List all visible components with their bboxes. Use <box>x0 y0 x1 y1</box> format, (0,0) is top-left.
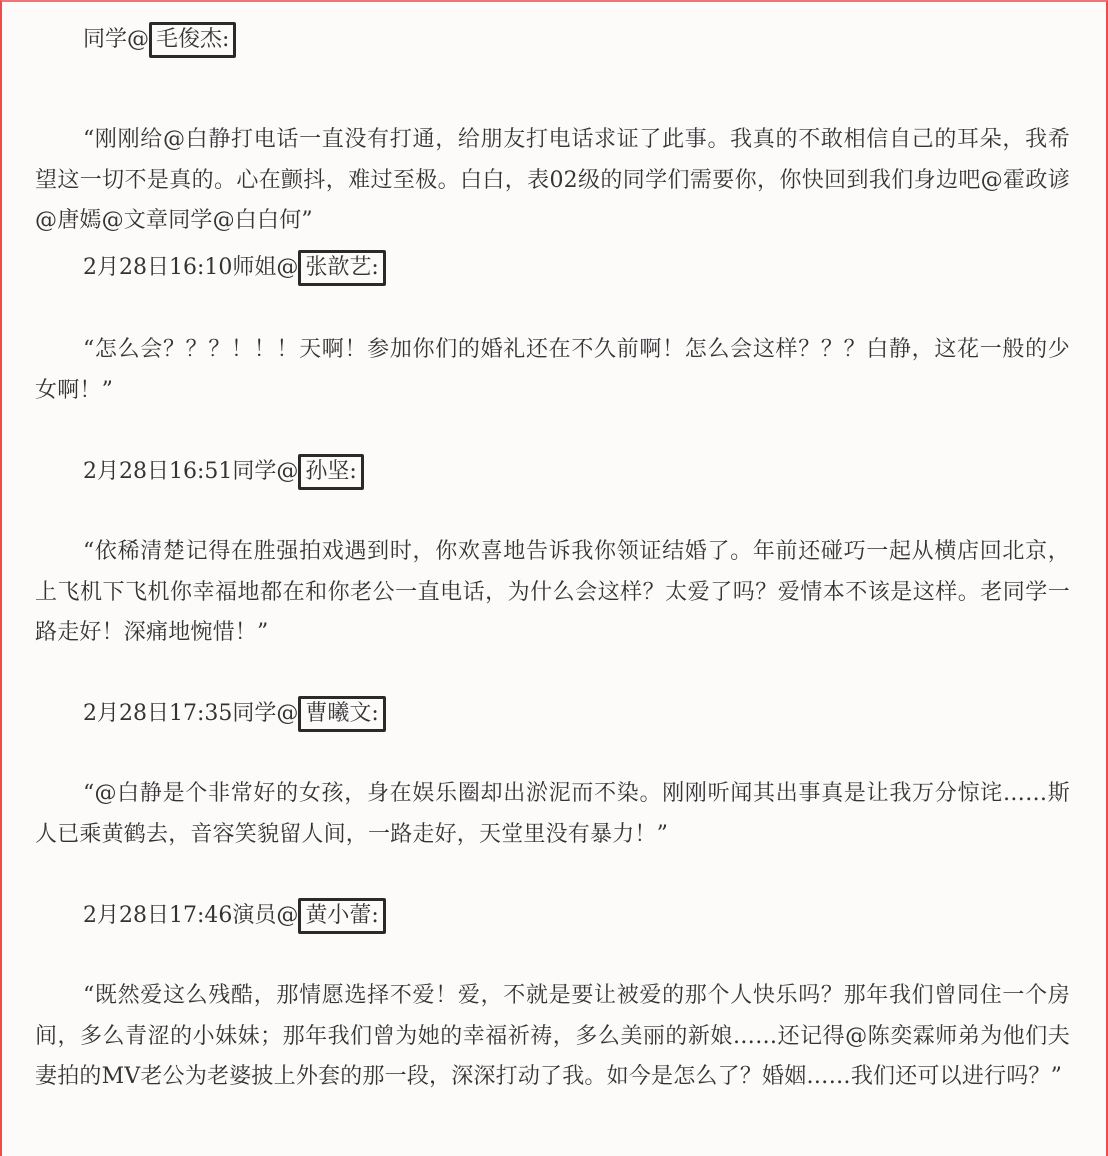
comment-header <box>35 248 1070 288</box>
comment-header <box>35 20 1070 60</box>
comment-block <box>35 452 1070 532</box>
commenter-name-box: 张歆艺: <box>298 250 385 286</box>
comment-quote-block <box>35 532 1070 694</box>
commenter-name-box: 曹曦文: <box>298 696 385 732</box>
comment-quote: “刚刚给@白静打电话一直没有打通，给朋友打电话求证了此事。我真的不敢相信自己的耳朵，我希望这一切不是真的。心在颤抖，难过至极。白白，表02级的同学们需要你，你快回到我们身边吧@霍政谚@唐嫣@文章同学@白白何” <box>35 127 1070 233</box>
comment-prefix: 2月28日17:46演员@ <box>83 903 299 928</box>
comment-quote-block <box>35 330 1070 452</box>
commenter-name-box: 毛俊杰: <box>149 22 236 58</box>
comment-quote: “依稀清楚记得在胜强拍戏遇到时，你欢喜地告诉我你领证结婚了。年前还碰巧一起从横店回北京，上飞机下飞机你幸福地都在和你老公一直电话，为什么会这样？太爱了吗？爱情本不该是这样。老同学一路走好！深痛地惋惜！” <box>35 539 1070 645</box>
comment-header <box>35 452 1070 492</box>
comment-header <box>35 694 1070 734</box>
comment-quote-block <box>35 120 1070 248</box>
comment-prefix: 2月28日17:35同学@ <box>83 701 299 726</box>
comment-quote: “@白静是个非常好的女孩，身在娱乐圈却出淤泥而不染。刚刚听闻其出事真是让我万分惊诧……斯人已乘黄鹤去，音容笑貌留人间，一路走好，天堂里没有暴力！” <box>35 781 1070 847</box>
comment-block <box>35 694 1070 774</box>
comment-prefix: 2月28日16:51同学@ <box>83 459 299 484</box>
comment-quote-block <box>35 774 1070 896</box>
comment-quote: “怎么会？？？！！！天啊！参加你们的婚礼还在不久前啊！怎么会这样？？？白静，这花一般的少女啊！” <box>35 337 1070 403</box>
comment-header <box>35 896 1070 936</box>
comment-quote-block <box>35 976 1070 1138</box>
comment-block <box>35 896 1070 976</box>
document-content <box>35 20 1070 1138</box>
commenter-name-box: 孙坚: <box>298 454 363 490</box>
comment-quote: “既然爱这么残酷，那情愿选择不爱！爱，不就是要让被爱的那个人快乐吗？那年我们曾同住一个房间，多么青涩的小妹妹；那年我们曾为她的幸福祈祷，多么美丽的新娘……还记得@陈奕霖师弟为他们夫妻拍的MV老公为老婆披上外套的那一段，深深打动了我。如今是怎么了？婚姻……我们还可以进行吗？” <box>35 983 1070 1089</box>
comment-prefix: 同学@ <box>83 27 150 52</box>
comment-block <box>35 20 1070 120</box>
commenter-name-box: 黄小蕾: <box>298 898 385 934</box>
comment-prefix: 2月28日16:10师姐@ <box>83 255 299 280</box>
comment-block <box>35 248 1070 330</box>
